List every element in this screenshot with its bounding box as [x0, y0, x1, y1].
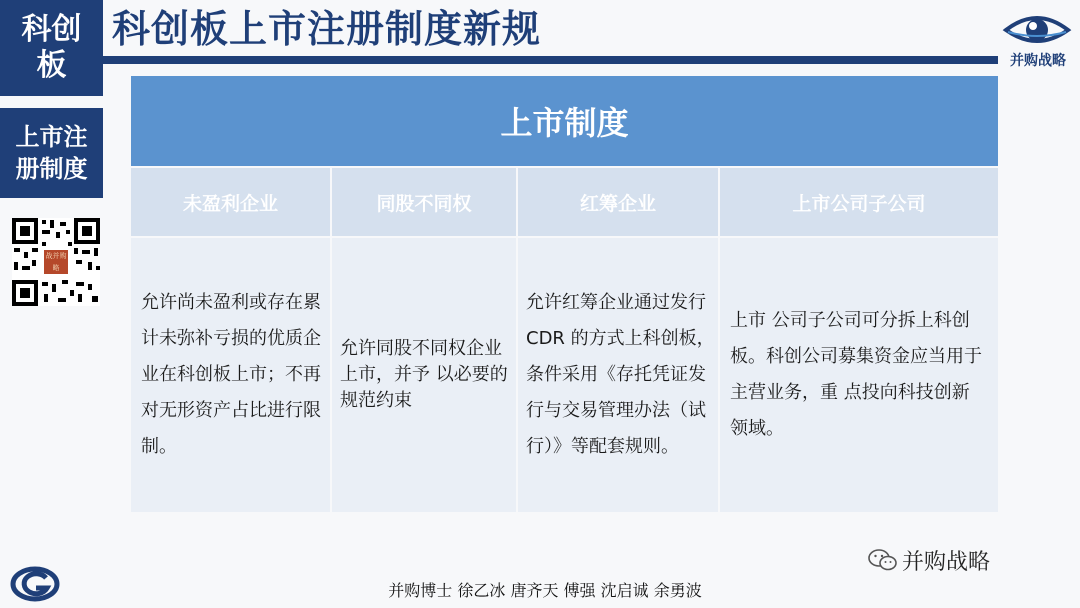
qr-seal — [44, 250, 68, 274]
column-header-red-chip: 红筹企业 — [518, 168, 718, 236]
cell-subsidiary-text: 上市 公司子公司可分拆上科创板。科创公司募集资金应当用于主营业务，重 点投向科技创新领域。 — [730, 310, 982, 439]
cell-dual-class-text: 允许同股不同权企业上市，并予 以必要的规范约束 — [340, 338, 508, 411]
column-header-dual-class: 同股不同权 — [332, 168, 516, 236]
page-title: 科创板上市注册制度新规 — [112, 7, 542, 51]
wechat-icon — [868, 548, 898, 572]
cell-dual-class — [332, 238, 516, 512]
cell-unprofitable — [131, 238, 330, 512]
eye-logo-icon — [1002, 10, 1072, 50]
sidebar-section[interactable] — [0, 108, 103, 198]
authors-line: 并购博士 徐乙冰 唐齐天 傅强 沈启诚 余勇波 — [388, 581, 702, 600]
title-underline — [103, 56, 998, 64]
listing-system-table — [131, 76, 998, 512]
qr-seal-text: 战并购略 — [45, 252, 67, 272]
qr-code — [12, 218, 100, 306]
cell-subsidiary — [720, 238, 998, 512]
cell-red-chip — [518, 238, 718, 512]
wechat-watermark: 并购战略 — [902, 550, 991, 575]
cell-unprofitable-text: 允许尚未盈利或存在累计未弥补亏损的优质企业在科创板上市；不再对无形资产占比进行限制。 — [141, 292, 321, 457]
sidebar-category-label: 科创板 — [21, 12, 82, 83]
footer-logo-icon — [10, 566, 60, 602]
cell-red-chip-text: 允许红筹企业通过发行 CDR 的方式上科创板， 条件采用《存托凭证发行与交易管理办法（试行）》等配套规则。 — [526, 292, 715, 457]
table-heading: 上市制度 — [131, 76, 998, 166]
column-header-unprofitable: 未盈利企业 — [131, 168, 330, 236]
column-header-subsidiary: 上市公司子公司 — [720, 168, 998, 236]
brand-name: 并购战略 — [1010, 53, 1066, 69]
sidebar-section-label: 上市注册制度 — [15, 123, 88, 183]
sidebar-category — [0, 0, 103, 96]
